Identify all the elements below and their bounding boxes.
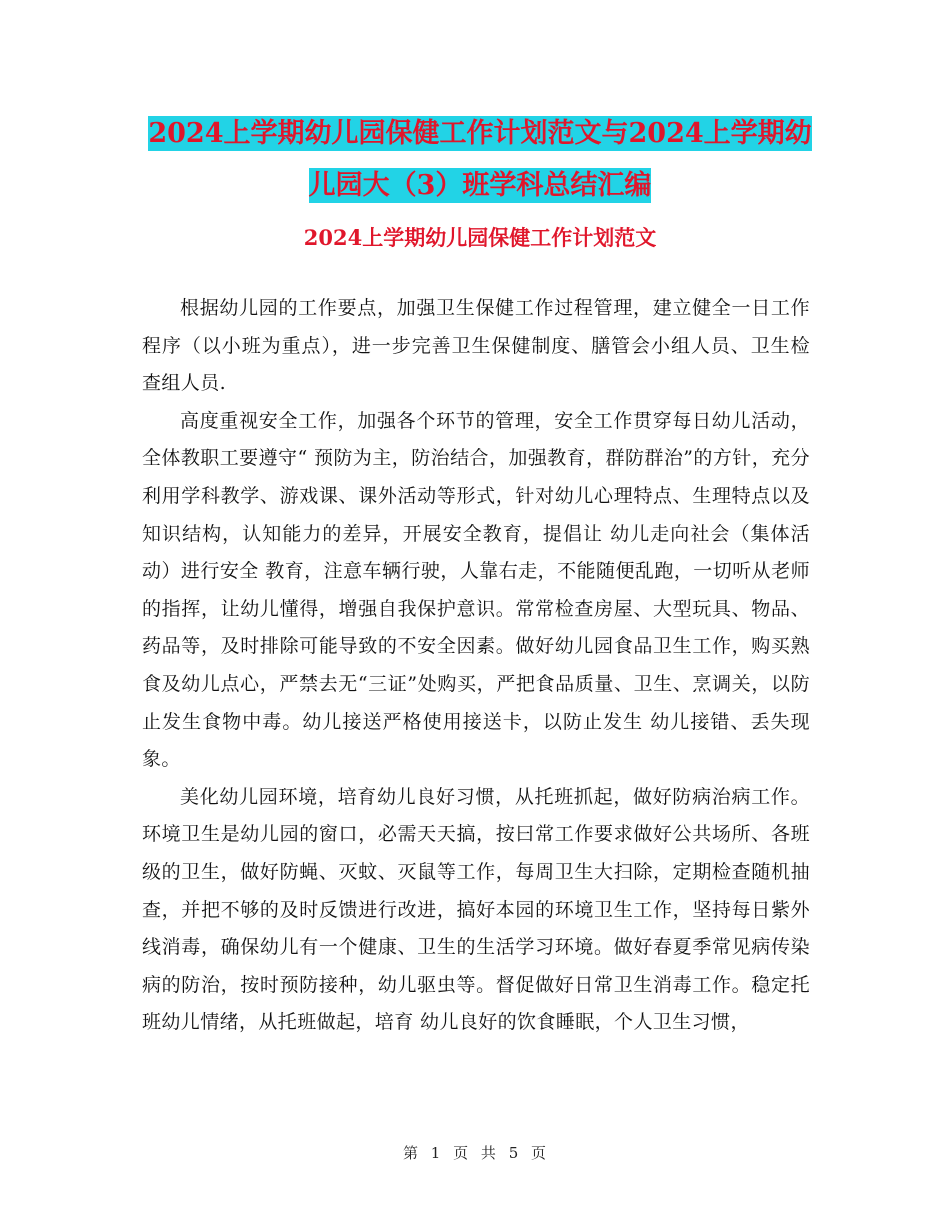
footer-total-pages: 5 <box>508 1144 520 1162</box>
document-body <box>142 290 810 1042</box>
document-title <box>140 108 820 212</box>
footer-total-label: 共 <box>480 1144 497 1162</box>
page-footer <box>0 1142 950 1163</box>
section-title: 2024上学期幼儿园保健工作计划范文 <box>303 225 657 250</box>
footer-page-number: 1 <box>430 1144 442 1162</box>
document-title-line-1: 2024上学期幼儿园保健工作计划范文与2024上学期幼 <box>148 118 812 149</box>
paragraph-1: 根据幼儿园的工作要点，加强卫生保健工作过程管理，建立健全一日工作程序（以小班为重点），进一步完善卫生保健制度、膳管会小组人员、卫生检查组人员. <box>142 297 810 395</box>
document-title-line-2: 儿园大（3）班学科总结汇编 <box>308 170 652 201</box>
footer-prefix: 第 <box>402 1144 419 1162</box>
paragraph-2: 高度重视安全工作，加强各个环节的管理，安全工作贯穿每日幼儿活动，全体教职工要遵守“ 预防为主，防治结合，加强教育，群防群治”的方针，充分利用学科教学、游戏课、课外活动等形式，针对幼儿心理特点、生理特点以及知识结构，认知能力的差异，开展安全教育，提倡让 幼儿走向社会（集体活动）进行安全 教育，注意车辆行驶，人靠右走，不能随便乱跑，一切听从老师的指挥，让幼儿懂得，增强自我保护意识。常常检查房屋、大型玩具、物品、药品等，及时排除可能导致的不安全因素。做好幼儿园食品卫生工作，购买熟食及幼儿点心，严禁去无“三证”处购买，严把食品质量、卫生、烹调关，以防止发生食物中毒。幼儿接送严格使用接送卡，以防止发生 幼儿接错、丢失现象。 <box>142 409 810 771</box>
paragraph-3: 美化幼儿园环境，培育幼儿良好习惯，从托班抓起，做好防病治病工作。环境卫生是幼儿园的窗口，必需天天搞，按曰常工作要求做好公共场所、各班级的卫生，做好防蝇、灭蚊、灭鼠等工作，每周卫生大扫除，定期检查随机抽查，并把不够的及时反馈进行改进，搞好本园的环境卫生工作，坚持每日紫外线消毒，确保幼儿有一个健康、卫生的生活学习环境。做好春夏季常见病传染病的防治，按时预防接种，幼儿驱虫等。督促做好日常卫生消毒工作。稳定托班幼儿情绪，从托班做起，培育 幼儿良好的饮食睡眠，个人卫生习惯， <box>142 785 810 1034</box>
footer-page-label: 页 <box>453 1144 470 1162</box>
footer-page-end-label: 页 <box>531 1144 548 1162</box>
